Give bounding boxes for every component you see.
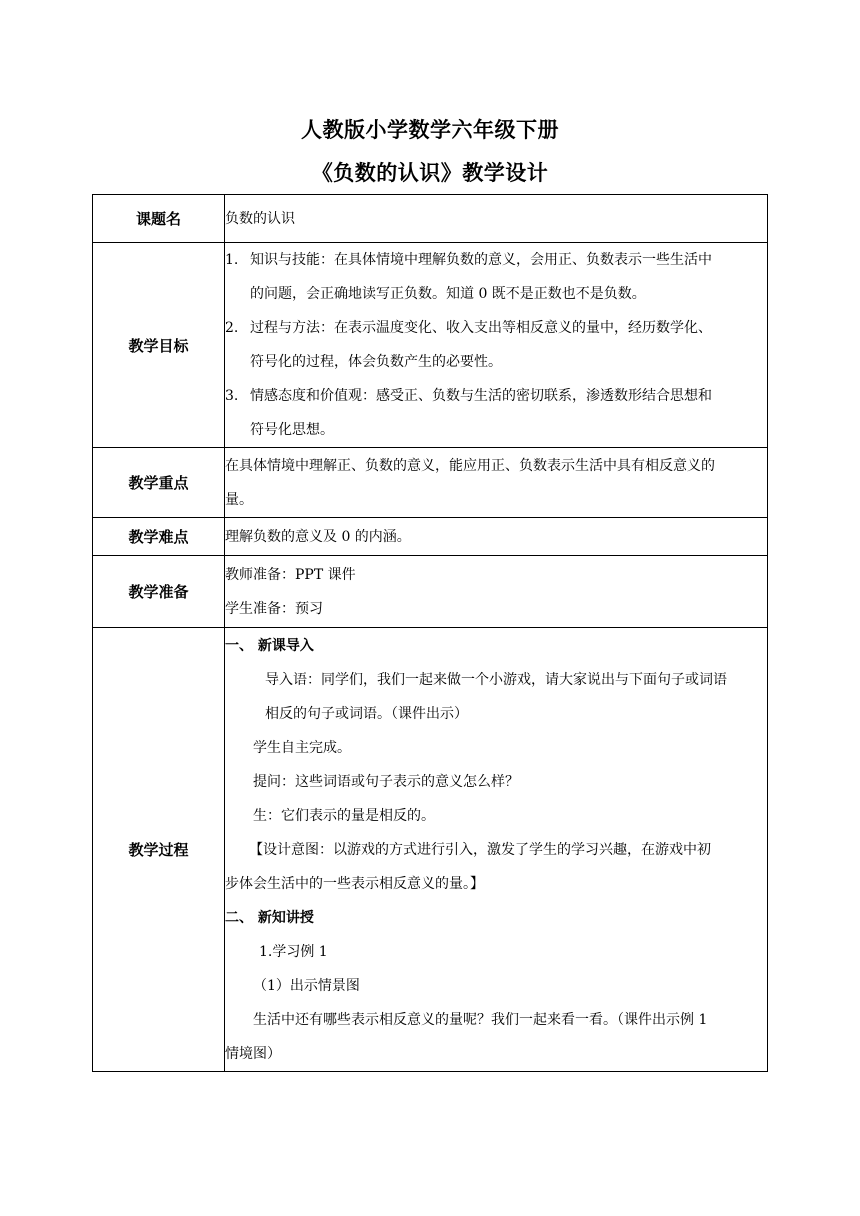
goal-item (225, 311, 767, 345)
label-goals: 教学目标 (93, 243, 225, 448)
example-heading: 1.学习例 1 (259, 943, 328, 960)
goal-text-cont: 的问题，会正确地读写正负数。知道 0 既不是正数也不是负数。 (250, 286, 646, 302)
process-text: 生活中还有哪些表示相反意义的量呢？我们一起来看一看。（课件出示例 1 (253, 1011, 708, 1028)
process-text: 学生自主完成。 (253, 739, 351, 756)
scene-heading: （1）出示情景图 (253, 977, 360, 994)
value-process (225, 628, 768, 1072)
design-intent-text-cont: 步体会生活中的一些表示相反意义的量。】 (225, 875, 484, 892)
row-preparation (93, 556, 768, 628)
label-process: 教学过程 (93, 628, 225, 1072)
row-topic (93, 195, 768, 243)
row-difficulties (93, 518, 768, 556)
lesson-plan-table (92, 194, 768, 1072)
row-goals (93, 243, 768, 448)
key-points-text-cont: 量。 (225, 491, 253, 508)
row-key-points (93, 448, 768, 518)
goals-list (225, 243, 768, 448)
value-difficulties: 理解负数的意义及 0 的内涵。 (225, 518, 768, 556)
section-heading: 一、 新课导入 (225, 637, 314, 654)
goal-item (225, 243, 767, 277)
label-difficulties: 教学难点 (93, 518, 225, 556)
key-points-text: 在具体情境中理解正、负数的意义，能应用正、负数表示生活中具有相反意义的 (225, 457, 715, 474)
label-preparation: 教学准备 (93, 556, 225, 628)
row-process (93, 628, 768, 1072)
goal-number: 1. (225, 252, 239, 268)
student-preparation: 学生准备：预习 (225, 600, 323, 617)
goal-item (225, 379, 767, 413)
teacher-preparation: 教师准备：PPT 课件 (225, 566, 356, 583)
goal-text-cont: 符号化思想。 (250, 422, 334, 438)
label-topic: 课题名 (93, 195, 225, 243)
goal-text: 情感态度和价值观：感受正、负数与生活的密切联系，渗透数形结合思想和 (250, 388, 712, 404)
value-topic: 负数的认识 (225, 195, 768, 243)
intro-text: 导入语：同学们，我们一起来做一个小游戏，请大家说出与下面句子或词语 (265, 671, 727, 688)
goal-number: 3. (225, 388, 239, 404)
document-title: 人教版小学数学六年级下册 (301, 118, 559, 142)
intro-text-cont: 相反的句子或词语。（课件出示） (265, 705, 468, 722)
goal-number: 2. (225, 320, 239, 336)
answer-text: 生：它们表示的量是相反的。 (253, 807, 435, 824)
section-heading: 二、 新知讲授 (225, 909, 314, 926)
goal-text: 过程与方法：在表示温度变化、收入支出等相反意义的量中，经历数学化、 (250, 320, 712, 336)
document-subtitle: 《负数的认识》教学设计 (311, 161, 549, 185)
goal-text-cont: 符号化的过程，体会负数产生的必要性。 (250, 354, 502, 370)
design-intent-text: 【设计意图：以游戏的方式进行引入，激发了学生的学习兴趣，在游戏中初 (249, 841, 711, 858)
value-preparation (225, 556, 768, 628)
label-key-points: 教学重点 (93, 448, 225, 518)
goal-text: 知识与技能：在具体情境中理解负数的意义，会用正、负数表示一些生活中 (250, 252, 712, 268)
process-text-cont: 情境图） (225, 1045, 281, 1062)
question-text: 提问：这些词语或句子表示的意义怎么样？ (253, 773, 519, 790)
value-key-points (225, 448, 768, 518)
